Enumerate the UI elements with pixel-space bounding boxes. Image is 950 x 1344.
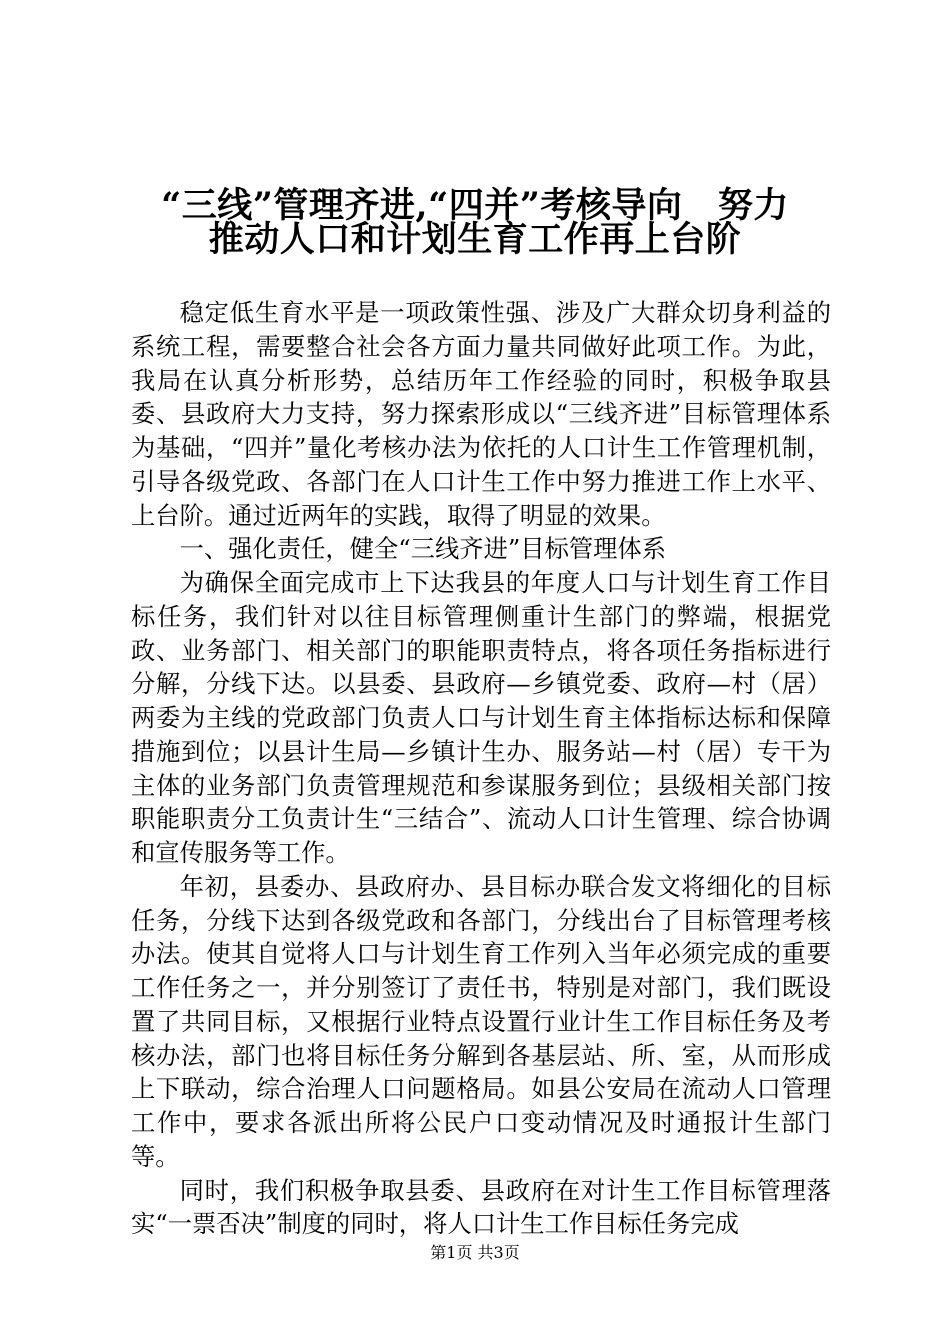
document-body (131, 296, 831, 1241)
document-title-line-2: 推动人口和计划生育工作再上台阶 (208, 219, 742, 260)
section-heading-1: 一、强化责任，健全“三线齐进”目标管理体系 (179, 534, 667, 564)
paragraph-section-1b: 年初，县委办、县政府办、县目标办联合发文将细化的目标任务，分线下达到各级党政和各部门，分线出台了目标管理考核办法。使其自觉将人口与计划生育工作列入当年必须完成的重要工作任务之一，并分别签订了责任书，特别是对部门，我们既设置了共同目标，又根据行业特点设置行业计生工作目标任务及考核办法，部门也将目标任务分解到各基层站、所、室，从而形成上下联动，综合治理人口问题格局。如县公安局在流动人口管理工作中，要求各派出所将公民户口变动情况及时通报计生部门等。 (131, 871, 831, 1171)
page-number-footer: 第1页 共3页 (430, 1243, 520, 1262)
paragraph-section-1c: 同时，我们积极争取县委、县政府在对计生工作目标管理落实“一票否决”制度的同时，将人口计生工作目标任务完成 (131, 1175, 831, 1239)
paragraph-intro: 稳定低生育水平是一项政策性强、涉及广大群众切身利益的系统工程，需要整合社会各方面力量共同做好此项工作。为此，我局在认真分析形势，总结历年工作经验的同时，积极争取县委、县政府大力支持，努力探索形成以“三线齐进”目标管理体系为基础，“四并”量化考核办法为依托的人口计生工作管理机制，引导各级党政、各部门在人口计生工作中努力推进工作上水平、上台阶。通过近两年的实践，取得了明显的效果。 (131, 298, 831, 530)
paragraph-section-1a: 为确保全面完成市上下达我县的年度人口与计划生育工作目标任务，我们针对以往目标管理侧重计生部门的弊端，根据党政、业务部门、相关部门的职能职责特点，将各项任务指标进行分解，分线下达。以县委、县政府—乡镇党委、政府—村（居）两委为主线的党政部门负责人口与计划生育主体指标达标和保障措施到位；以县计生局—乡镇计生办、服务站—村（居）专干为主体的业务部门负责管理规范和参谋服务到位；县级相关部门按职能职责分工负责计生“三结合”、流动人口计生管理、综合协调和宣传服务等工作。 (131, 568, 831, 867)
document-title-line-1: “三线”管理齐进,“四并”考核导向 努力 (161, 185, 789, 226)
